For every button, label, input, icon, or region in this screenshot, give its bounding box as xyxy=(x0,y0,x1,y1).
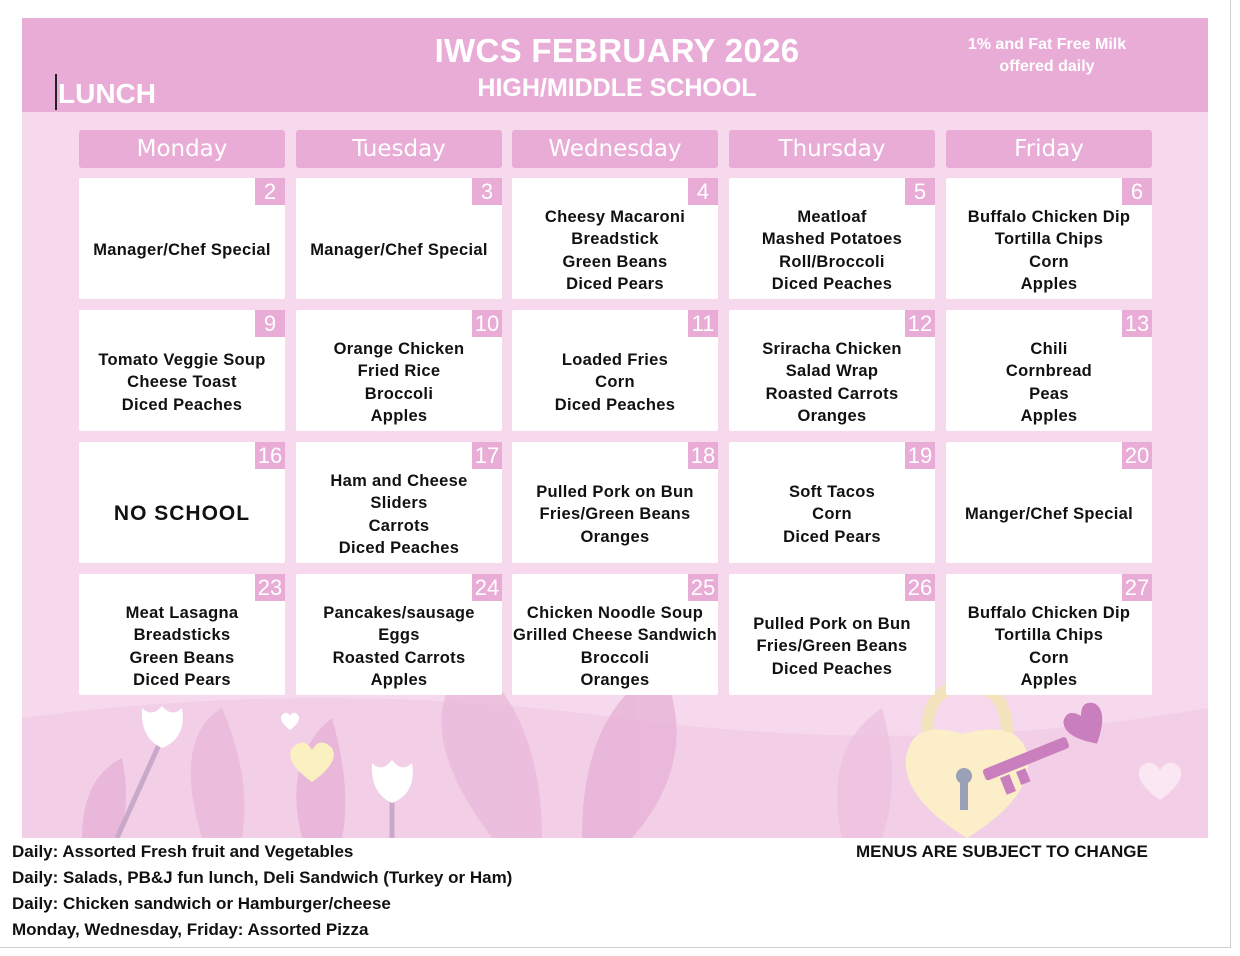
menu-item: Tomato Veggie Soup xyxy=(98,350,266,369)
day-cell xyxy=(512,310,718,431)
footer-line: Daily: Salads, PB&J fun lunch, Deli Sandwich (Turkey or Ham) xyxy=(12,868,513,887)
menu-items xyxy=(946,336,1152,429)
menu-item: Cheese Toast xyxy=(127,373,237,392)
menu-items xyxy=(512,336,718,429)
text-cursor xyxy=(55,74,57,110)
menu-item: Roasted Carrots xyxy=(332,648,466,667)
menu-item: Breadsticks xyxy=(133,626,231,644)
date-number: 9 xyxy=(255,310,285,337)
menu-item: Diced Peaches xyxy=(554,395,676,414)
menu-item: Diced Peaches xyxy=(121,395,243,414)
date-number: 26 xyxy=(905,574,935,601)
day-header-monday: Monday xyxy=(79,130,285,168)
day-cell xyxy=(729,574,935,695)
date-number: 25 xyxy=(688,574,718,601)
menu-item: Buffalo Chicken Dip xyxy=(967,207,1131,226)
menu-items xyxy=(729,600,935,693)
day-cell xyxy=(946,178,1152,299)
page-subtitle: HIGH/MIDDLE SCHOOL xyxy=(477,74,757,102)
date-number: 12 xyxy=(905,310,935,337)
menu-item: Green Beans xyxy=(562,252,668,271)
day-cell xyxy=(512,574,718,695)
menu-item: Manager/Chef Special xyxy=(310,241,488,260)
page-edge-right xyxy=(1230,0,1231,948)
menu-item: Sliders xyxy=(370,494,428,512)
day-cell xyxy=(296,442,502,563)
menu-items xyxy=(79,468,285,561)
menu-items xyxy=(79,204,285,297)
menu-items xyxy=(296,336,502,429)
menu-item: Manger/Chef Special xyxy=(965,505,1133,524)
day-header-tuesday: Tuesday xyxy=(296,130,502,168)
menu-item: Apples xyxy=(1020,407,1078,425)
menu-item: Oranges xyxy=(797,407,867,425)
footer-line: Daily: Assorted Fresh fruit and Vegetables xyxy=(12,842,354,861)
menu-item: Peas xyxy=(1029,384,1069,403)
date-number: 19 xyxy=(905,442,935,469)
menu-items xyxy=(946,600,1152,693)
menu-item: Fries/Green Beans xyxy=(756,637,908,656)
day-cell xyxy=(946,310,1152,431)
menu-item: Apples xyxy=(370,407,428,425)
milk-note-line: 1% and Fat Free Milk xyxy=(967,36,1127,53)
menu-item: Carrots xyxy=(368,516,430,535)
day-cell xyxy=(79,442,285,563)
menu-item: Chicken Noodle Soup xyxy=(526,603,704,622)
date-number: 13 xyxy=(1122,310,1152,337)
menu-items xyxy=(79,600,285,693)
menu-item: Oranges xyxy=(580,527,650,546)
menu-item: Tortilla Chips xyxy=(994,230,1104,248)
milk-note-line: offered daily xyxy=(999,58,1095,75)
menu-items xyxy=(296,204,502,297)
page-edge-bottom xyxy=(0,947,1231,948)
menu-item: Loaded Fries xyxy=(561,350,669,369)
menu-item: Salad Wrap xyxy=(785,362,879,380)
menu-item: Meat Lasagna xyxy=(125,603,239,622)
menu-item: Corn xyxy=(595,373,635,392)
menu-item: Diced Peaches xyxy=(771,275,893,293)
menu-items xyxy=(946,204,1152,297)
day-cell xyxy=(729,442,935,563)
day-cell xyxy=(296,178,502,299)
menu-item: Meatloaf xyxy=(797,207,867,226)
meal-label[interactable]: LUNCH xyxy=(58,78,156,109)
day-cell xyxy=(729,178,935,299)
menu-item: Apples xyxy=(370,671,428,689)
menu-item: Breadstick xyxy=(571,230,659,248)
day-cell xyxy=(79,178,285,299)
menu-item: Cheesy Macaroni xyxy=(544,207,686,226)
menu-item: Oranges xyxy=(580,671,650,689)
menu-items xyxy=(296,468,502,561)
day-cell xyxy=(79,574,285,695)
date-number: 16 xyxy=(255,442,285,469)
footer-line: Daily: Chicken sandwich or Hamburger/cheese xyxy=(12,894,391,913)
menu-items xyxy=(512,204,718,297)
milk-note xyxy=(942,34,1152,78)
menu-item: Apples xyxy=(1020,671,1078,689)
date-number: 2 xyxy=(255,178,285,205)
menu-item: Roasted Carrots xyxy=(765,384,899,403)
menu-items xyxy=(512,468,718,561)
menu-item: Soft Tacos xyxy=(788,482,876,501)
date-number: 27 xyxy=(1122,574,1152,601)
menu-items xyxy=(729,204,935,297)
menu-sheet xyxy=(22,18,1208,838)
date-number: 23 xyxy=(255,574,285,601)
date-number: 18 xyxy=(688,442,718,469)
menu-item: Corn xyxy=(812,505,852,524)
menu-item: Diced Pears xyxy=(783,527,881,546)
menu-items xyxy=(729,336,935,429)
menu-item: Diced Pears xyxy=(566,275,664,293)
day-cell xyxy=(512,442,718,563)
menu-item: Fries/Green Beans xyxy=(539,505,691,524)
day-cell xyxy=(729,310,935,431)
day-header-wednesday: Wednesday xyxy=(512,130,718,168)
menu-item: Roll/Broccoli xyxy=(779,252,885,271)
menu-item: Apples xyxy=(1020,275,1078,293)
date-number: 6 xyxy=(1122,178,1152,205)
date-number: 10 xyxy=(472,310,502,337)
day-cell xyxy=(79,310,285,431)
menu-item: Corn xyxy=(1029,648,1069,667)
day-cell xyxy=(946,574,1152,695)
day-header-friday: Friday xyxy=(946,130,1152,168)
menu-item: Pulled Pork on Bun xyxy=(536,482,694,501)
menu-item: Pancakes/sausage xyxy=(323,603,475,622)
date-number: 20 xyxy=(1122,442,1152,469)
menu-item: Grilled Cheese Sandwich xyxy=(512,626,718,644)
menu-items xyxy=(79,336,285,429)
menu-item: Eggs xyxy=(378,626,420,644)
day-header-thursday: Thursday xyxy=(729,130,935,168)
menu-item: Cornbread xyxy=(1005,362,1093,380)
menu-items xyxy=(512,600,718,693)
menu-item: Broccoli xyxy=(364,384,434,403)
date-number: 4 xyxy=(688,178,718,205)
date-number: 11 xyxy=(688,310,718,337)
day-cell xyxy=(512,178,718,299)
menu-items xyxy=(946,468,1152,561)
menu-item: Orange Chicken xyxy=(333,339,465,358)
day-cell xyxy=(296,310,502,431)
menu-item: Diced Pears xyxy=(133,671,231,689)
date-number: 17 xyxy=(472,442,502,469)
menu-item: Buffalo Chicken Dip xyxy=(967,603,1131,622)
menu-items xyxy=(296,600,502,693)
menu-items xyxy=(729,468,935,561)
day-cell xyxy=(946,442,1152,563)
menu-item: Broccoli xyxy=(580,648,650,667)
menu-item: Tortilla Chips xyxy=(994,626,1104,644)
menu-item: Fried Rice xyxy=(357,362,441,380)
menu-item: Mashed Potatoes xyxy=(761,230,903,248)
menu-item: Green Beans xyxy=(129,648,235,667)
menu-item: Pulled Pork on Bun xyxy=(753,614,911,633)
menu-item: Diced Peaches xyxy=(771,659,893,678)
menu-item: Corn xyxy=(1029,252,1069,271)
day-cell xyxy=(296,574,502,695)
menu-item: Sriracha Chicken xyxy=(762,339,902,358)
disclaimer: MENUS ARE SUBJECT TO CHANGE xyxy=(856,842,1148,861)
menu-item: NO SCHOOL xyxy=(113,502,251,526)
page-title: IWCS FEBRUARY 2026 xyxy=(434,32,800,69)
menu-item: Diced Peaches xyxy=(338,539,460,557)
footer-line: Monday, Wednesday, Friday: Assorted Pizza xyxy=(12,920,369,939)
date-number: 24 xyxy=(472,574,502,601)
menu-item: Manager/Chef Special xyxy=(93,241,271,260)
date-number: 3 xyxy=(472,178,502,205)
menu-item: Chili xyxy=(1030,339,1068,358)
menu-item: Ham and Cheese xyxy=(330,471,468,490)
date-number: 5 xyxy=(905,178,935,205)
